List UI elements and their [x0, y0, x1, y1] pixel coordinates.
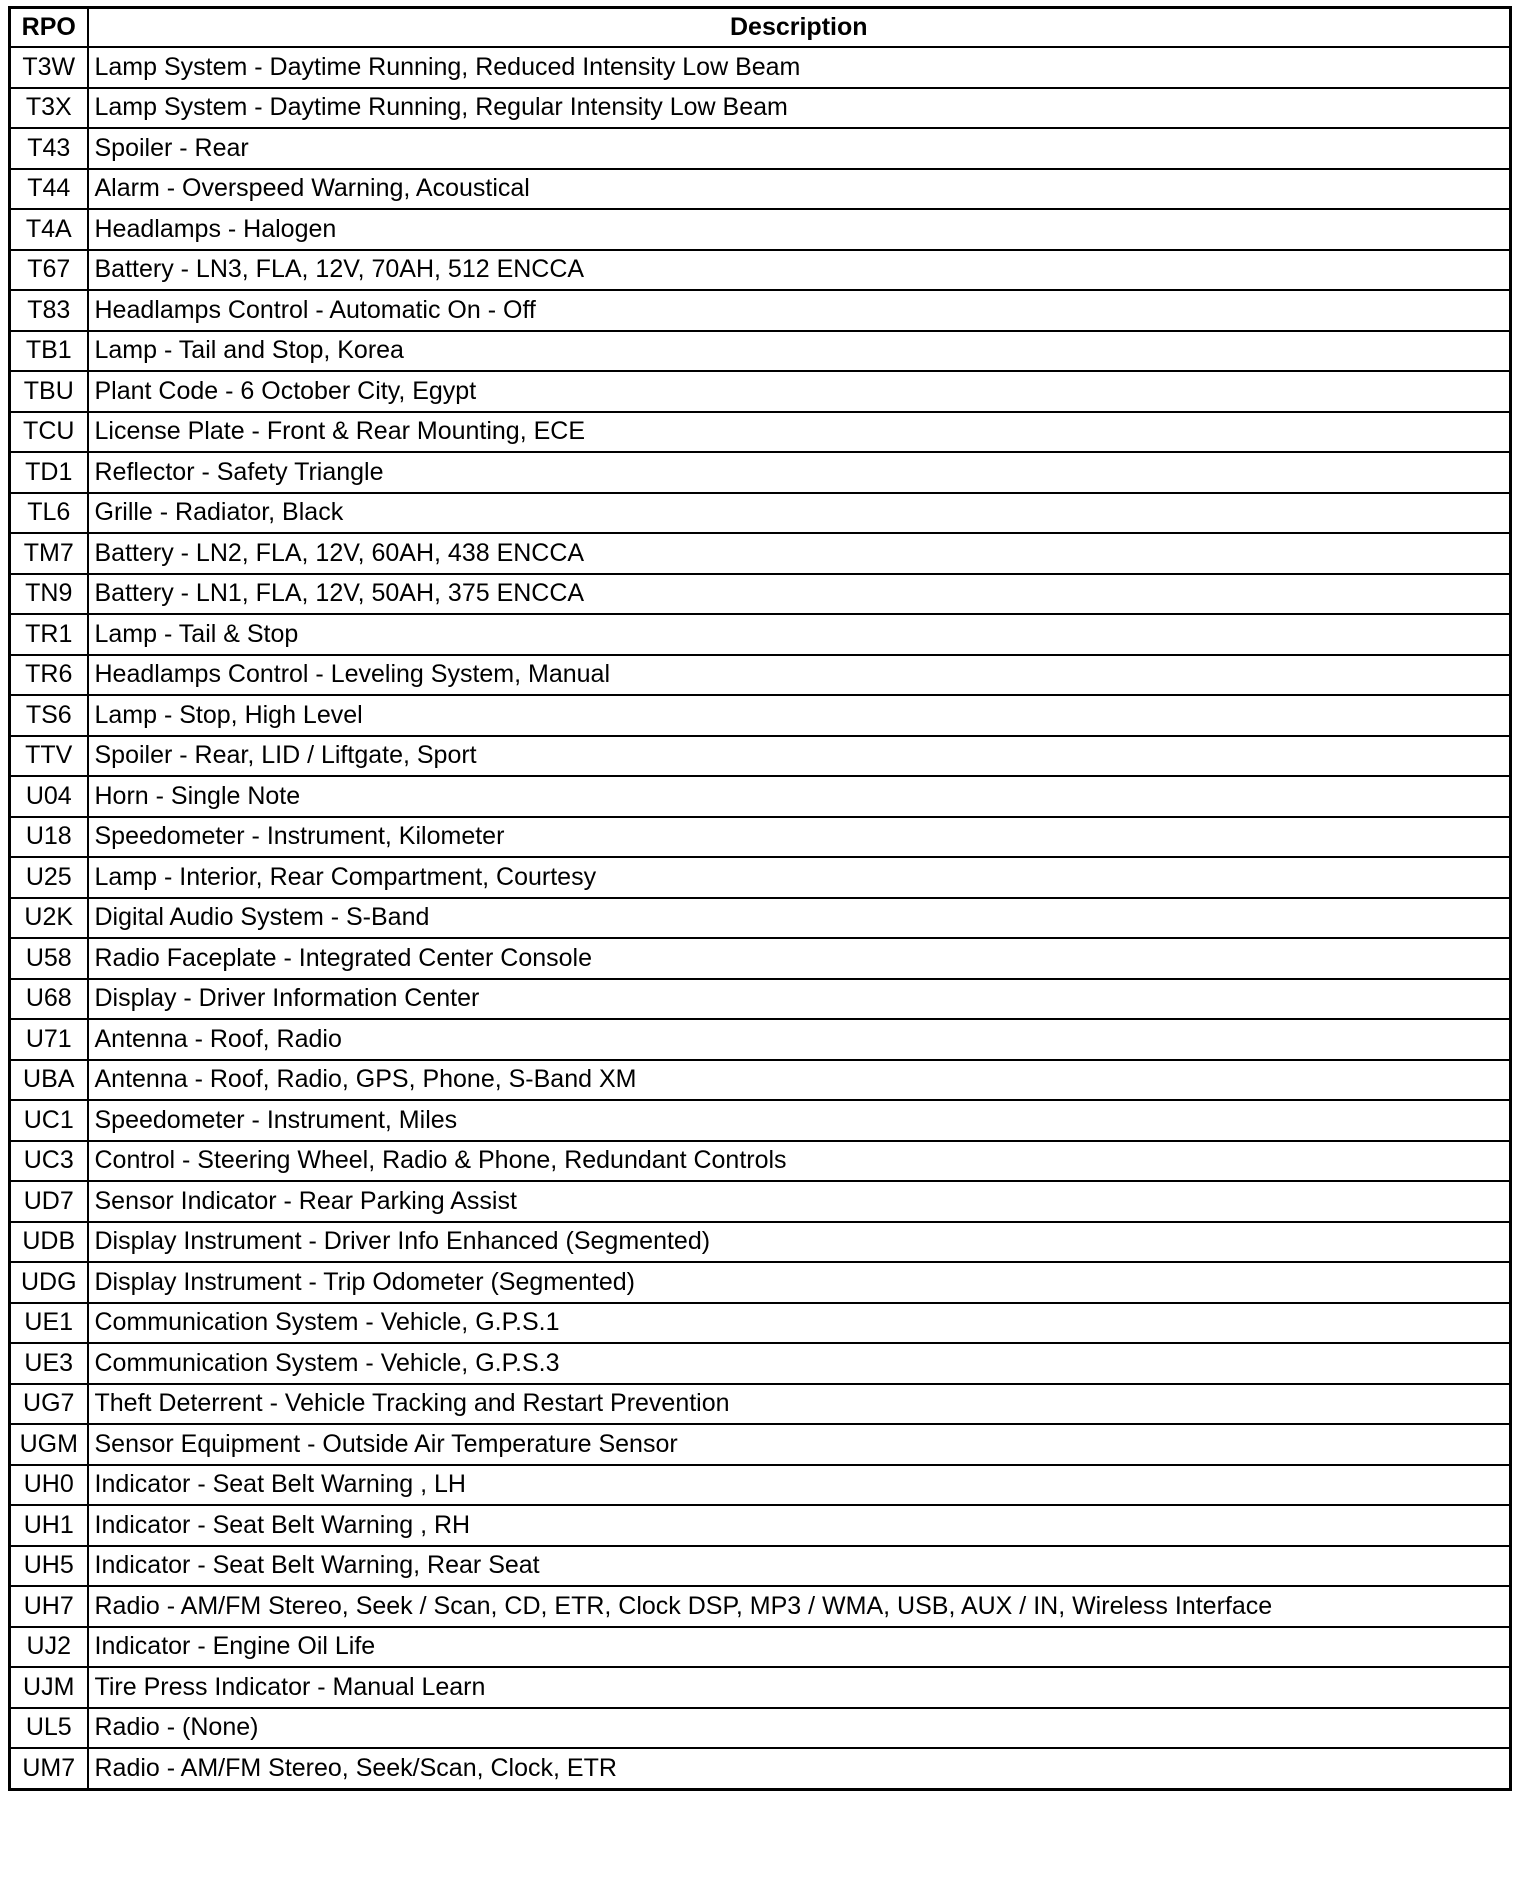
description-cell: Tire Press Indicator - Manual Learn	[88, 1667, 1511, 1708]
rpo-code-cell: UJM	[10, 1667, 88, 1708]
table-row	[10, 817, 1511, 858]
description-cell: Plant Code - 6 October City, Egypt	[88, 371, 1511, 412]
table-row	[10, 1546, 1511, 1587]
table-row	[10, 493, 1511, 534]
rpo-code-cell: UH5	[10, 1546, 88, 1587]
rpo-code-cell: TL6	[10, 493, 88, 534]
rpo-code-cell: TR6	[10, 655, 88, 696]
description-cell: Headlamps Control - Automatic On - Off	[88, 290, 1511, 331]
description-cell: Spoiler - Rear	[88, 128, 1511, 169]
description-cell: Indicator - Seat Belt Warning , LH	[88, 1465, 1511, 1506]
table-row	[10, 736, 1511, 777]
rpo-code-cell: T83	[10, 290, 88, 331]
table-row	[10, 1060, 1511, 1101]
table-row	[10, 1748, 1511, 1789]
rpo-code-cell: TS6	[10, 695, 88, 736]
description-cell: Radio - (None)	[88, 1708, 1511, 1749]
description-cell: Battery - LN2, FLA, 12V, 60AH, 438 ENCCA	[88, 533, 1511, 574]
description-cell: Reflector - Safety Triangle	[88, 452, 1511, 493]
description-cell: Speedometer - Instrument, Kilometer	[88, 817, 1511, 858]
table-row	[10, 898, 1511, 939]
rpo-code-cell: TB1	[10, 331, 88, 372]
table-row	[10, 1100, 1511, 1141]
rpo-code-cell: T44	[10, 169, 88, 210]
rpo-code-cell: UBA	[10, 1060, 88, 1101]
description-cell: Battery - LN3, FLA, 12V, 70AH, 512 ENCCA	[88, 250, 1511, 291]
table-row	[10, 695, 1511, 736]
table-row	[10, 979, 1511, 1020]
table-row	[10, 614, 1511, 655]
table-row	[10, 1667, 1511, 1708]
rpo-code-cell: UJ2	[10, 1627, 88, 1668]
rpo-code-cell: UL5	[10, 1708, 88, 1749]
rpo-code-cell: UD7	[10, 1181, 88, 1222]
description-cell: Radio Faceplate - Integrated Center Console	[88, 938, 1511, 979]
table-row	[10, 1019, 1511, 1060]
rpo-code-cell: UE3	[10, 1343, 88, 1384]
table-row	[10, 47, 1511, 88]
rpo-code-cell: U71	[10, 1019, 88, 1060]
table-row	[10, 1627, 1511, 1668]
description-cell: Communication System - Vehicle, G.P.S.3	[88, 1343, 1511, 1384]
header-rpo: RPO	[10, 8, 88, 48]
description-cell: Radio - AM/FM Stereo, Seek/Scan, Clock, ETR	[88, 1748, 1511, 1789]
table-row	[10, 1384, 1511, 1425]
description-cell: Display Instrument - Driver Info Enhanced (Segmented)	[88, 1222, 1511, 1263]
table-row	[10, 371, 1511, 412]
table-row	[10, 128, 1511, 169]
table-row	[10, 169, 1511, 210]
table-row	[10, 1222, 1511, 1263]
description-cell: Antenna - Roof, Radio, GPS, Phone, S-Band XM	[88, 1060, 1511, 1101]
rpo-code-cell: UM7	[10, 1748, 88, 1789]
rpo-code-cell: UDB	[10, 1222, 88, 1263]
description-cell: Spoiler - Rear, LID / Liftgate, Sport	[88, 736, 1511, 777]
table-row	[10, 938, 1511, 979]
rpo-code-cell: UE1	[10, 1303, 88, 1344]
table-row	[10, 533, 1511, 574]
table-row	[10, 1465, 1511, 1506]
rpo-code-cell: TTV	[10, 736, 88, 777]
description-cell: Communication System - Vehicle, G.P.S.1	[88, 1303, 1511, 1344]
description-cell: Indicator - Engine Oil Life	[88, 1627, 1511, 1668]
description-cell: Grille - Radiator, Black	[88, 493, 1511, 534]
description-cell: Headlamps Control - Leveling System, Manual	[88, 655, 1511, 696]
rpo-code-cell: UC1	[10, 1100, 88, 1141]
table-row	[10, 1181, 1511, 1222]
rpo-code-cell: U68	[10, 979, 88, 1020]
description-cell: Radio - AM/FM Stereo, Seek / Scan, CD, ETR, Clock DSP, MP3 / WMA, USB, AUX / IN, Wireless Interface	[88, 1586, 1511, 1627]
rpo-table	[8, 6, 1512, 1791]
description-cell: Alarm - Overspeed Warning, Acoustical	[88, 169, 1511, 210]
rpo-code-cell: T3X	[10, 88, 88, 129]
table-row	[10, 1505, 1511, 1546]
description-cell: Digital Audio System - S-Band	[88, 898, 1511, 939]
description-cell: Lamp - Stop, High Level	[88, 695, 1511, 736]
rpo-code-cell: UH0	[10, 1465, 88, 1506]
description-cell: Indicator - Seat Belt Warning , RH	[88, 1505, 1511, 1546]
table-row	[10, 1424, 1511, 1465]
rpo-code-cell: U58	[10, 938, 88, 979]
header-description: Description	[88, 8, 1511, 48]
description-cell: Display Instrument - Trip Odometer (Segmented)	[88, 1262, 1511, 1303]
description-cell: Antenna - Roof, Radio	[88, 1019, 1511, 1060]
description-cell: Speedometer - Instrument, Miles	[88, 1100, 1511, 1141]
rpo-code-cell: TM7	[10, 533, 88, 574]
rpo-code-cell: UDG	[10, 1262, 88, 1303]
rpo-code-cell: UH7	[10, 1586, 88, 1627]
rpo-code-cell: TD1	[10, 452, 88, 493]
table-row	[10, 331, 1511, 372]
table-header	[10, 8, 1511, 48]
description-cell: Display - Driver Information Center	[88, 979, 1511, 1020]
rpo-code-cell: UGM	[10, 1424, 88, 1465]
table-row	[10, 776, 1511, 817]
rpo-code-cell: U18	[10, 817, 88, 858]
rpo-code-cell: U2K	[10, 898, 88, 939]
table-row	[10, 655, 1511, 696]
table-row	[10, 1262, 1511, 1303]
rpo-code-cell: T67	[10, 250, 88, 291]
rpo-code-cell: T43	[10, 128, 88, 169]
description-cell: Sensor Equipment - Outside Air Temperature Sensor	[88, 1424, 1511, 1465]
table-row	[10, 1708, 1511, 1749]
rpo-code-cell: TR1	[10, 614, 88, 655]
description-cell: Headlamps - Halogen	[88, 209, 1511, 250]
rpo-code-cell: U25	[10, 857, 88, 898]
table-row	[10, 1141, 1511, 1182]
rpo-code-cell: TCU	[10, 412, 88, 453]
rpo-code-cell: UC3	[10, 1141, 88, 1182]
description-cell: Horn - Single Note	[88, 776, 1511, 817]
description-cell: License Plate - Front & Rear Mounting, ECE	[88, 412, 1511, 453]
table-row	[10, 290, 1511, 331]
header-row	[10, 8, 1511, 48]
description-cell: Control - Steering Wheel, Radio & Phone, Redundant Controls	[88, 1141, 1511, 1182]
rpo-code-cell: UG7	[10, 1384, 88, 1425]
description-cell: Lamp System - Daytime Running, Regular Intensity Low Beam	[88, 88, 1511, 129]
description-cell: Lamp - Interior, Rear Compartment, Courtesy	[88, 857, 1511, 898]
description-cell: Lamp - Tail and Stop, Korea	[88, 331, 1511, 372]
table-row	[10, 412, 1511, 453]
rpo-code-cell: TBU	[10, 371, 88, 412]
description-cell: Theft Deterrent - Vehicle Tracking and Restart Prevention	[88, 1384, 1511, 1425]
table-body	[10, 47, 1511, 1789]
rpo-code-cell: UH1	[10, 1505, 88, 1546]
rpo-code-cell: U04	[10, 776, 88, 817]
table-row	[10, 250, 1511, 291]
rpo-code-cell: T4A	[10, 209, 88, 250]
table-row	[10, 1303, 1511, 1344]
description-cell: Lamp - Tail & Stop	[88, 614, 1511, 655]
rpo-code-cell: TN9	[10, 574, 88, 615]
table-row	[10, 452, 1511, 493]
table-row	[10, 857, 1511, 898]
table-row	[10, 574, 1511, 615]
table-row	[10, 88, 1511, 129]
description-cell: Battery - LN1, FLA, 12V, 50AH, 375 ENCCA	[88, 574, 1511, 615]
table-row	[10, 1343, 1511, 1384]
description-cell: Sensor Indicator - Rear Parking Assist	[88, 1181, 1511, 1222]
table-row	[10, 209, 1511, 250]
rpo-code-cell: T3W	[10, 47, 88, 88]
description-cell: Indicator - Seat Belt Warning, Rear Seat	[88, 1546, 1511, 1587]
description-cell: Lamp System - Daytime Running, Reduced Intensity Low Beam	[88, 47, 1511, 88]
table-row	[10, 1586, 1511, 1627]
